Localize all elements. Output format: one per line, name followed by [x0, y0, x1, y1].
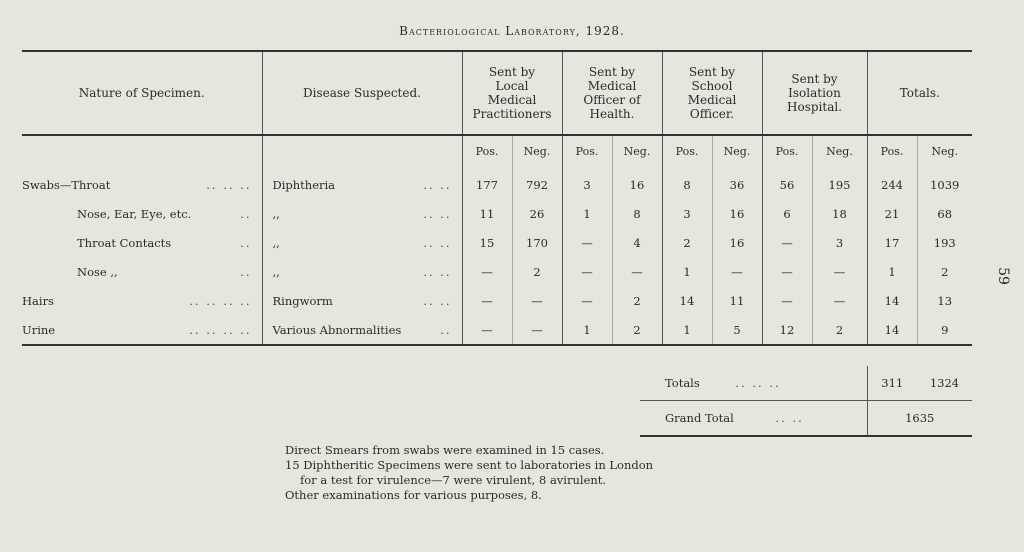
- specimen-name: Urine: [22, 322, 56, 337]
- disease-name: ,,: [272, 235, 280, 250]
- specimen-cell: [22, 286, 262, 315]
- specimen-cell: [22, 166, 262, 199]
- count-cell: 14: [867, 286, 917, 315]
- count-cell: —: [462, 286, 512, 315]
- count-cell: 170: [512, 228, 562, 257]
- specimen-cell: [22, 257, 262, 286]
- count-cell: 3: [812, 228, 867, 257]
- count-cell: 56: [762, 166, 812, 199]
- table-row: [22, 257, 972, 286]
- count-cell: —: [512, 315, 562, 345]
- note-line: 15 Diphtheritic Specimens were sent to laboratories in London: [285, 458, 654, 472]
- totals-dots: .. .. ..: [735, 376, 781, 390]
- disease-cell: [262, 315, 462, 345]
- leader-dots: ..: [240, 264, 252, 279]
- header-isolation-hospital: [762, 51, 867, 135]
- leader-dots: ..: [440, 322, 452, 337]
- count-cell: 8: [662, 166, 712, 199]
- count-cell: 1: [662, 257, 712, 286]
- leader-dots: .. .. .. ..: [189, 293, 252, 308]
- count-cell: —: [762, 257, 812, 286]
- count-cell: 1: [867, 257, 917, 286]
- neg-header: Neg.: [917, 135, 972, 166]
- specimen-name: Throat Contacts: [77, 235, 172, 250]
- count-cell: 11: [462, 199, 512, 228]
- count-cell: 2: [612, 286, 662, 315]
- disease-name: ,,: [272, 264, 280, 279]
- disease-cell: [262, 257, 462, 286]
- count-cell: —: [612, 257, 662, 286]
- specimen-cell: [22, 315, 262, 345]
- count-cell: 3: [562, 166, 612, 199]
- pos-header: Pos.: [462, 135, 512, 166]
- count-cell: 18: [812, 199, 867, 228]
- count-cell: 36: [712, 166, 762, 199]
- leader-dots: ..: [240, 235, 252, 250]
- specimen-name: Swabs—Throat: [22, 177, 111, 192]
- count-cell: 14: [662, 286, 712, 315]
- count-cell: 1: [562, 199, 612, 228]
- header-line: Sent by: [791, 72, 838, 86]
- note-line: Direct Smears from swabs were examined in 15 cases.: [285, 443, 605, 457]
- disease-cell: [262, 166, 462, 199]
- count-cell: 11: [712, 286, 762, 315]
- header-totals: [867, 51, 972, 135]
- note-line: for a test for virulence—7 were virulent, 8 avirulent.: [300, 473, 607, 487]
- leader-dots: .. ..: [423, 206, 452, 221]
- count-cell: 17: [867, 228, 917, 257]
- count-cell: 2: [812, 315, 867, 345]
- table-row: [22, 286, 972, 315]
- neg-header: Neg.: [512, 135, 562, 166]
- lab-table: [22, 50, 972, 346]
- header-line: Hospital.: [787, 100, 842, 114]
- count-cell: 1: [562, 315, 612, 345]
- count-cell: 3: [662, 199, 712, 228]
- totals-table: [640, 366, 972, 437]
- count-cell: 2: [662, 228, 712, 257]
- disease-name: ,,: [272, 206, 280, 221]
- disease-cell: [262, 286, 462, 315]
- specimen-name: Nose ,,: [77, 264, 118, 279]
- count-cell: 9: [917, 315, 972, 345]
- header-line: Medical: [687, 93, 737, 107]
- header-line: Sent by: [588, 65, 636, 79]
- count-cell: —: [712, 257, 762, 286]
- count-cell: —: [562, 257, 612, 286]
- count-cell: —: [462, 315, 512, 345]
- header-moh: [562, 51, 662, 135]
- grand-total-label: Grand Total: [665, 411, 734, 425]
- leader-dots: .. ..: [423, 264, 452, 279]
- leader-dots: .. ..: [423, 235, 452, 250]
- table-row: [22, 315, 972, 345]
- disease-name: Various Abnormalities: [272, 322, 402, 337]
- pos-header: Pos.: [562, 135, 612, 166]
- header-line: Officer.: [689, 107, 735, 121]
- disease-name: Diphtheria: [272, 177, 336, 192]
- count-cell: 26: [512, 199, 562, 228]
- count-cell: 792: [512, 166, 562, 199]
- header-school-mo: [662, 51, 762, 135]
- count-cell: —: [812, 286, 867, 315]
- count-cell: —: [762, 228, 812, 257]
- page-title: Bacteriological Laboratory, 1928.: [399, 24, 625, 38]
- count-cell: 16: [712, 199, 762, 228]
- footnotes: [285, 443, 653, 503]
- header-disease: Disease Suspected.: [262, 51, 462, 135]
- header-line: Isolation: [788, 86, 841, 100]
- count-cell: 193: [917, 228, 972, 257]
- neg-header: Neg.: [712, 135, 762, 166]
- header-line: Sent by: [488, 65, 536, 79]
- header-line: School: [691, 79, 733, 93]
- count-cell: 2: [612, 315, 662, 345]
- header-line: Sent by: [688, 65, 736, 79]
- totals-pos: 311: [867, 366, 917, 401]
- count-cell: 13: [917, 286, 972, 315]
- count-cell: —: [462, 257, 512, 286]
- leader-dots: .. .. ..: [206, 177, 252, 192]
- count-cell: 4: [612, 228, 662, 257]
- count-cell: 14: [867, 315, 917, 345]
- count-cell: 244: [867, 166, 917, 199]
- count-cell: 177: [462, 166, 512, 199]
- count-cell: 16: [712, 228, 762, 257]
- count-cell: 15: [462, 228, 512, 257]
- leader-dots: .. ..: [423, 177, 452, 192]
- pos-header: Pos.: [662, 135, 712, 166]
- neg-header: Neg.: [812, 135, 867, 166]
- grand-total-dots: .. ..: [775, 411, 804, 425]
- specimen-cell: [22, 199, 262, 228]
- count-cell: 16: [612, 166, 662, 199]
- count-cell: 21: [867, 199, 917, 228]
- header-local-practitioners: [462, 51, 562, 135]
- header-line: Health.: [589, 107, 635, 121]
- count-cell: 8: [612, 199, 662, 228]
- disease-name: Ringworm: [272, 293, 333, 308]
- count-cell: 2: [512, 257, 562, 286]
- table-row: [22, 199, 972, 228]
- pos-header: Pos.: [867, 135, 917, 166]
- specimen-cell: [22, 228, 262, 257]
- header-line: Totals.: [899, 86, 940, 100]
- count-cell: —: [562, 228, 612, 257]
- leader-dots: ..: [240, 206, 252, 221]
- header-line: Officer of: [583, 93, 641, 107]
- note-line: Other examinations for various purposes, 8.: [285, 488, 542, 502]
- neg-header: Neg.: [612, 135, 662, 166]
- count-cell: —: [762, 286, 812, 315]
- count-cell: —: [562, 286, 612, 315]
- header-line: Medical: [587, 79, 637, 93]
- count-cell: 5: [712, 315, 762, 345]
- pos-header: Pos.: [762, 135, 812, 166]
- disease-cell: [262, 199, 462, 228]
- count-cell: 195: [812, 166, 867, 199]
- header-line: Local: [495, 79, 529, 93]
- table-row: [22, 166, 972, 199]
- count-cell: —: [512, 286, 562, 315]
- specimen-name: Nose, Ear, Eye, etc.: [77, 206, 192, 221]
- leader-dots: .. .. .. ..: [189, 322, 252, 337]
- totals-neg: 1324: [917, 366, 972, 401]
- table-row: [22, 228, 972, 257]
- count-cell: 1: [662, 315, 712, 345]
- totals-label: Totals: [665, 376, 700, 390]
- leader-dots: .. ..: [423, 293, 452, 308]
- count-cell: 68: [917, 199, 972, 228]
- header-line: Medical: [487, 93, 537, 107]
- count-cell: —: [812, 257, 867, 286]
- header-line: Practitioners: [472, 107, 552, 121]
- count-cell: 1039: [917, 166, 972, 199]
- count-cell: 12: [762, 315, 812, 345]
- grand-total-value: 1635: [867, 401, 972, 437]
- disease-cell: [262, 228, 462, 257]
- count-cell: 2: [917, 257, 972, 286]
- count-cell: 6: [762, 199, 812, 228]
- header-nature: Nature of Specimen.: [22, 51, 262, 135]
- page-number: 59: [994, 267, 1011, 285]
- specimen-name: Hairs: [22, 293, 54, 308]
